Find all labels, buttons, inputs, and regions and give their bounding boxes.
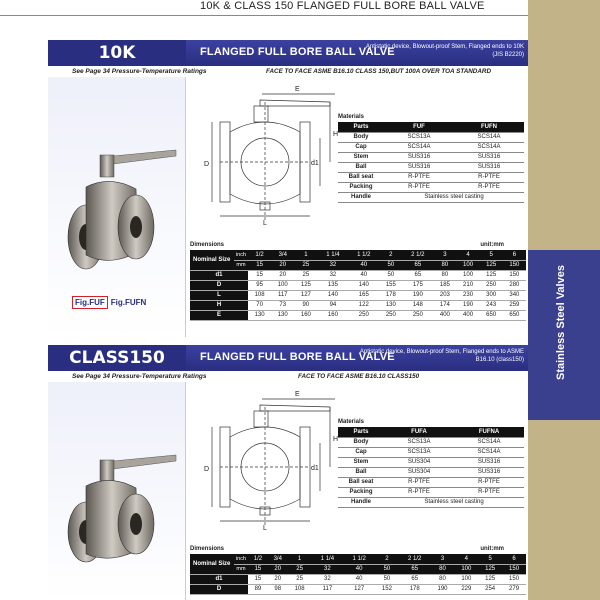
dimension-label: D (190, 584, 248, 594)
size-mm-row (190, 260, 526, 270)
face-to-face-note: FACE TO FACE ASME B16.10 CLASS150 (298, 373, 420, 380)
photo-panel (48, 382, 186, 600)
dimension-value: 400 (456, 310, 479, 320)
dimension-value: 80 (431, 574, 455, 584)
section-code: CLASS150 (48, 345, 186, 371)
size-inch-cell: 4 (456, 250, 479, 260)
size-inch-cell: 5 (478, 554, 502, 564)
dimension-value: 95 (248, 280, 271, 290)
material-b: SCS14A (454, 132, 524, 142)
header-model-a: FUFA (384, 427, 454, 437)
dimension-value: 125 (480, 270, 503, 280)
part-name: Handle (338, 497, 384, 507)
part-name: Ball (338, 467, 384, 477)
dim-label-l: L (263, 525, 267, 532)
dimension-value: 50 (375, 574, 399, 584)
dimension-value: 73 (271, 300, 294, 310)
materials-table (338, 122, 524, 203)
size-mm-cell: 25 (288, 564, 312, 574)
dimension-value: 98 (268, 584, 288, 594)
size-mm-cell: 65 (402, 260, 433, 270)
dimension-value: 117 (271, 290, 294, 300)
size-inch-cell: 1/2 (248, 250, 271, 260)
dimension-value: 650 (503, 310, 526, 320)
dimensions-unit: unit:mm (480, 546, 504, 552)
materials-header-row (338, 427, 524, 437)
size-inch-cell: 1 1/4 (312, 554, 344, 564)
material-row (338, 447, 524, 457)
material-row (338, 172, 524, 182)
size-inch-cell: 1 1/2 (343, 554, 375, 564)
size-mm-cell: 20 (268, 564, 288, 574)
dimension-value: 94 (317, 300, 348, 310)
dimension-value: 65 (402, 270, 433, 280)
size-mm-cell: 150 (502, 564, 526, 574)
material-a: SUS316 (384, 152, 454, 162)
dimension-label: E (190, 310, 248, 320)
size-mm-cell: 40 (343, 564, 375, 574)
material-a: SCS14A (384, 142, 454, 152)
size-inch-cell: 1/2 (248, 554, 268, 564)
dimensions-table (190, 554, 526, 595)
dimension-row (190, 290, 526, 300)
size-inch-cell: 1 1/2 (348, 250, 379, 260)
header-parts: Parts (338, 122, 384, 132)
dim-label-d1: d1 (311, 160, 319, 167)
section-title: FLANGED FULL BORE BALL VALVE (200, 46, 395, 58)
size-mm-cell: 25 (294, 260, 317, 270)
dimension-value: 100 (454, 574, 478, 584)
unit-inch: inch (234, 250, 248, 260)
size-mm-cell: 150 (503, 260, 526, 270)
dimensions-unit: unit:mm (480, 242, 504, 248)
handle-row (338, 497, 524, 507)
dim-label-l: L (263, 220, 267, 227)
material-b: SUS316 (454, 467, 524, 477)
size-inch-cell: 1 (288, 554, 312, 564)
fig-fuf-highlight: Fig.FUF (72, 296, 108, 309)
material-row (338, 487, 524, 497)
materials-title: Materials (338, 114, 365, 120)
dimension-value: 15 (248, 574, 268, 584)
size-mm-cell: 15 (248, 564, 268, 574)
nominal-size-label: Nominal Size (190, 250, 234, 270)
size-inch-cell: 6 (502, 554, 526, 564)
dimension-value: 140 (348, 280, 379, 290)
dim-label-d: D (204, 161, 210, 168)
size-mm-cell: 80 (431, 564, 455, 574)
dimension-value: 25 (294, 270, 317, 280)
header-model-a: FUF (384, 122, 454, 132)
size-mm-cell: 32 (312, 564, 344, 574)
dimension-value: 108 (288, 584, 312, 594)
dimension-value: 155 (379, 280, 402, 290)
dimension-value: 165 (348, 290, 379, 300)
material-b: R-PTFE (454, 172, 524, 182)
dimension-label: d1 (190, 270, 248, 280)
part-name: Cap (338, 447, 384, 457)
material-row (338, 182, 524, 192)
ball-valve-photo (48, 77, 186, 277)
dimension-value: 259 (503, 300, 526, 310)
nominal-size-label: Nominal Size (190, 554, 234, 574)
size-inch-cell: 3 (431, 554, 455, 564)
dimension-label: D (190, 280, 248, 290)
dimension-value: 254 (478, 584, 502, 594)
material-a: SUS304 (384, 467, 454, 477)
dimension-value: 175 (402, 280, 433, 290)
dim-label-d1: d1 (311, 465, 319, 472)
dimension-value: 203 (433, 290, 456, 300)
material-a: R-PTFE (384, 477, 454, 487)
size-inch-cell: 2 (379, 250, 402, 260)
material-row (338, 437, 524, 447)
dimension-value: 40 (343, 574, 375, 584)
size-mm-row (190, 564, 526, 574)
material-a: SCS13A (384, 132, 454, 142)
dimension-value: 280 (503, 280, 526, 290)
dimension-value: 125 (294, 280, 317, 290)
dimension-value: 185 (433, 280, 456, 290)
fig-fufn: Fig.FUFN (110, 298, 147, 307)
size-mm-cell: 40 (348, 260, 379, 270)
dimension-value: 90 (294, 300, 317, 310)
dimension-value: 148 (402, 300, 433, 310)
dimension-value: 210 (456, 280, 479, 290)
unit-mm: mm (234, 564, 248, 574)
title-rule (0, 15, 528, 16)
dimension-value: 174 (433, 300, 456, 310)
part-name: Ball seat (338, 172, 384, 182)
valve-technical-drawing (190, 82, 340, 227)
dimension-value: 190 (431, 584, 455, 594)
size-inch-cell: 3/4 (268, 554, 288, 564)
figure-labels (72, 296, 146, 309)
dimension-value: 127 (343, 584, 375, 594)
material-row (338, 477, 524, 487)
dimension-row (190, 310, 526, 320)
face-to-face-note: FACE TO FACE ASME B16.10 CLASS 150,BUT 100A OVER TOA STANDARD (266, 68, 491, 75)
dimension-value: 130 (271, 310, 294, 320)
size-inch-cell: 3/4 (271, 250, 294, 260)
dimension-value: 243 (480, 300, 503, 310)
size-inch-cell: 1 1/4 (317, 250, 348, 260)
dimension-row (190, 270, 526, 280)
dim-label-d: D (204, 466, 210, 473)
dim-label-h: H (333, 436, 339, 443)
dimension-value: 125 (478, 574, 502, 584)
dimension-value: 130 (379, 300, 402, 310)
dimension-value: 250 (480, 280, 503, 290)
header-model-b: FUFN (454, 122, 524, 132)
dimension-value: 178 (379, 290, 402, 300)
part-name: Body (338, 132, 384, 142)
material-a: R-PTFE (384, 487, 454, 497)
materials-title: Materials (338, 419, 365, 425)
part-name: Stem (338, 457, 384, 467)
size-inch-cell: 3 (433, 250, 456, 260)
size-inch-cell: 2 (375, 554, 399, 564)
dimension-row (190, 300, 526, 310)
dimension-value: 80 (433, 270, 456, 280)
section-note: Antistatic device, Blowout-proof Stem, Flanged ends to 10K (JIS B2220) (365, 44, 524, 58)
dimension-value: 70 (248, 300, 271, 310)
dimensions-title: Dimensions (190, 242, 225, 248)
dimension-value: 160 (294, 310, 317, 320)
dimension-value: 250 (402, 310, 433, 320)
dimension-value: 40 (348, 270, 379, 280)
size-inch-cell: 1 (294, 250, 317, 260)
dimensions-table (190, 250, 526, 321)
dimension-value: 140 (317, 290, 348, 300)
unit-inch: inch (234, 554, 248, 564)
handle-material: Stainless steel casting (384, 497, 524, 507)
material-row (338, 142, 524, 152)
part-name: Handle (338, 192, 384, 202)
material-b: SUS316 (454, 457, 524, 467)
material-row (338, 162, 524, 172)
size-inch-cell: 6 (503, 250, 526, 260)
size-inch-cell: 4 (454, 554, 478, 564)
unit-mm: mm (234, 260, 248, 270)
material-a: SCS13A (384, 447, 454, 457)
handle-material: Stainless steel casting (384, 192, 524, 202)
dim-label-h: H (333, 131, 339, 138)
dimension-value: 15 (248, 270, 271, 280)
dimensions-title: Dimensions (190, 546, 225, 552)
dimension-value: 400 (433, 310, 456, 320)
dimension-value: 152 (375, 584, 399, 594)
size-mm-cell: 100 (456, 260, 479, 270)
section-class150 (48, 345, 528, 600)
section-title: FLANGED FULL BORE BALL VALVE (200, 351, 395, 363)
size-mm-cell: 100 (454, 564, 478, 574)
part-name: Body (338, 437, 384, 447)
dimension-value: 32 (317, 270, 348, 280)
material-row (338, 457, 524, 467)
size-mm-cell: 15 (248, 260, 271, 270)
size-inch-cell: 5 (480, 250, 503, 260)
size-inch-row (190, 554, 526, 564)
material-b: SUS316 (454, 162, 524, 172)
dimension-value: 250 (348, 310, 379, 320)
dimension-value: 150 (503, 270, 526, 280)
material-b: SCS14A (454, 142, 524, 152)
dimension-value: 160 (317, 310, 348, 320)
dimension-value: 300 (480, 290, 503, 300)
part-name: Ball seat (338, 477, 384, 487)
part-name: Stem (338, 152, 384, 162)
dimension-value: 50 (379, 270, 402, 280)
material-a: SUS316 (384, 162, 454, 172)
dimension-value: 150 (502, 574, 526, 584)
dimension-label: H (190, 300, 248, 310)
material-row (338, 132, 524, 142)
material-a: R-PTFE (384, 182, 454, 192)
size-inch-cell: 2 1/2 (399, 554, 431, 564)
size-inch-cell: 2 1/2 (402, 250, 433, 260)
materials-table (338, 427, 524, 508)
header-parts: Parts (338, 427, 384, 437)
dim-label-e: E (295, 86, 300, 93)
dimension-label: d1 (190, 574, 248, 584)
dimension-value: 135 (317, 280, 348, 290)
header-model-b: FUFNA (454, 427, 524, 437)
dimension-value: 32 (312, 574, 344, 584)
dimension-row (190, 584, 526, 594)
material-b: SCS14A (454, 447, 524, 457)
material-a: SUS304 (384, 457, 454, 467)
dimension-value: 279 (502, 584, 526, 594)
dimension-row (190, 574, 526, 584)
dimension-value: 178 (399, 584, 431, 594)
page-title: 10K & CLASS 150 FLANGED FULL BORE BALL VALVE (200, 0, 485, 12)
dimension-value: 127 (294, 290, 317, 300)
handle-row (338, 192, 524, 202)
dimension-value: 25 (288, 574, 312, 584)
material-a: R-PTFE (384, 172, 454, 182)
material-b: R-PTFE (454, 182, 524, 192)
size-inch-row (190, 250, 526, 260)
material-b: R-PTFE (454, 487, 524, 497)
dimension-row (190, 280, 526, 290)
dimension-value: 130 (248, 310, 271, 320)
dimension-value: 100 (271, 280, 294, 290)
dimension-value: 190 (402, 290, 433, 300)
section-code: 10K (48, 40, 186, 66)
dimension-value: 20 (271, 270, 294, 280)
section-10k (48, 40, 528, 338)
dimension-value: 100 (456, 270, 479, 280)
dimension-label: L (190, 290, 248, 300)
part-name: Packing (338, 487, 384, 497)
dimension-value: 117 (312, 584, 344, 594)
material-b: SCS14A (454, 437, 524, 447)
dimension-value: 65 (399, 574, 431, 584)
dimension-value: 89 (248, 584, 268, 594)
material-b: R-PTFE (454, 477, 524, 487)
dimension-value: 122 (348, 300, 379, 310)
material-row (338, 152, 524, 162)
dimension-value: 190 (456, 300, 479, 310)
dimension-value: 230 (456, 290, 479, 300)
size-mm-cell: 20 (271, 260, 294, 270)
dimension-value: 20 (268, 574, 288, 584)
size-mm-cell: 50 (379, 260, 402, 270)
size-mm-cell: 125 (480, 260, 503, 270)
materials-header-row (338, 122, 524, 132)
dimension-value: 108 (248, 290, 271, 300)
size-mm-cell: 65 (399, 564, 431, 574)
dimension-value: 229 (454, 584, 478, 594)
size-mm-cell: 125 (478, 564, 502, 574)
size-mm-cell: 80 (433, 260, 456, 270)
dimension-value: 340 (503, 290, 526, 300)
dim-label-e: E (295, 391, 300, 398)
size-mm-cell: 50 (375, 564, 399, 574)
section-note: Antistatic device, Blowout-proof Stem, Flanged ends to ASME B16.10 (class150) (359, 349, 524, 363)
dimension-value: 250 (379, 310, 402, 320)
material-row (338, 467, 524, 477)
ball-valve-photo (48, 382, 186, 582)
dimension-value: 650 (480, 310, 503, 320)
part-name: Ball (338, 162, 384, 172)
valve-technical-drawing (190, 387, 340, 532)
part-name: Cap (338, 142, 384, 152)
part-name: Packing (338, 182, 384, 192)
pressure-note: See Page 34 Pressure-Temperature Ratings (72, 68, 207, 75)
material-b: SUS316 (454, 152, 524, 162)
pressure-note: See Page 34 Pressure-Temperature Ratings (72, 373, 207, 380)
material-a: SCS13A (384, 437, 454, 447)
size-mm-cell: 32 (317, 260, 348, 270)
side-tab-label: Stainless Steel Valves (555, 265, 567, 380)
